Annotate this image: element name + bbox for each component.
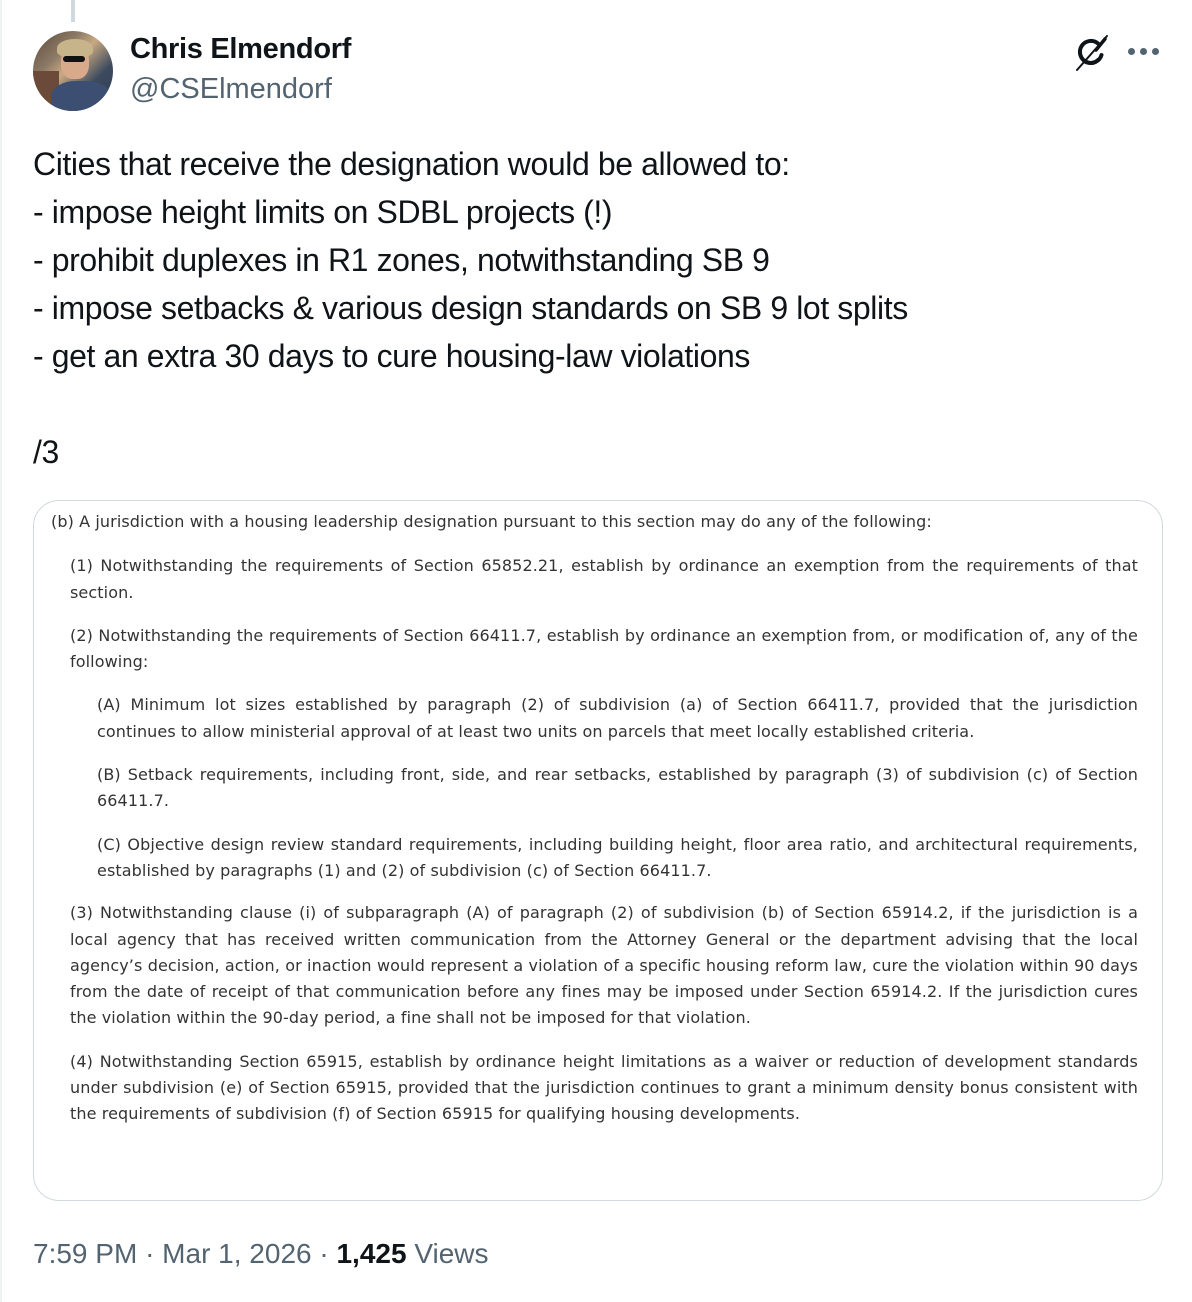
doc-intro: (b) A jurisdiction with a housing leadership designation pursuant to this section may do any of the following: <box>51 512 932 531</box>
tweet-line: - get an extra 30 days to cure housing-law violations <box>33 338 750 374</box>
thread-connector-line <box>71 0 75 22</box>
views-label: Views <box>414 1238 489 1269</box>
tweet-line: - prohibit duplexes in R1 zones, notwithstanding SB 9 <box>33 242 770 278</box>
doc-subparagraph-a: (A) Minimum lot sizes established by paragraph (2) of subdivision (a) of Section 66411.7, provided that the jurisdiction continues to allow ministerial approval of at least two units on parcels that meet locally established criteria. <box>97 695 1138 741</box>
attached-image-card[interactable] <box>33 500 1163 1201</box>
avatar-hair <box>57 39 93 57</box>
meta-separator: · <box>145 1238 155 1269</box>
tweet-body <box>33 140 1163 476</box>
more-dot <box>1128 48 1135 55</box>
tweet-line: Cities that receive the designation would be allowed to: <box>33 146 790 182</box>
doc-paragraph-1: (1) Notwithstanding the requirements of Section 65852.21, establish by ordinance an exemption from the requirements of that section. <box>70 556 1138 602</box>
more-horizontal-icon[interactable] <box>1128 44 1162 58</box>
tweet-date[interactable]: Mar 1, 2026 <box>162 1238 312 1269</box>
grok-icon[interactable] <box>1072 33 1112 73</box>
views-count: 1,425 <box>336 1238 407 1269</box>
doc-paragraph-3: (3) Notwithstanding clause (i) of subparagraph (A) of paragraph (2) of subdivision (b) of Section 65914.2, if the jurisdiction is a local agency that has received written communication from the Attorney General or the department advising that the local agency’s decision, action, or inaction would represent a violation of a specific housing reform law, cure the violation within 90 days from the date of receipt of that communication before any fines may be imposed under Section 65914.2. If the jurisdiction cures the violation within the 90-day period, a fine shall not be imposed for that violation. <box>70 903 1138 1028</box>
tweet-meta <box>33 1238 489 1270</box>
tweet-line: - impose setbacks & various design standards on SB 9 lot splits <box>33 290 908 326</box>
meta-separator: · <box>319 1238 329 1269</box>
tweet-line: - impose height limits on SDBL projects (!) <box>33 194 613 230</box>
doc-subparagraph-c: (C) Objective design review standard requirements, including building height, floor area ratio, and architectural requirements, established by paragraphs (1) and (2) of subdivision (c) of Section 66411.7. <box>97 834 1138 880</box>
tweet-time[interactable]: 7:59 PM <box>33 1238 138 1269</box>
legal-text-excerpt <box>51 509 1138 1128</box>
blank-line <box>33 380 1163 428</box>
avatar-shirt <box>51 81 111 111</box>
doc-paragraph-2: (2) Notwithstanding the requirements of Section 66411.7, establish by ordinance an exemption from, or modification of, any of the following: <box>70 625 1138 672</box>
author-display-name[interactable]: Chris Elmendorf <box>130 33 352 65</box>
doc-paragraph-4: (4) Notwithstanding Section 65915, establish by ordinance height limitations as a waiver or reduction of development standards under subdivision (e) of Section 65915, provided that the jurisdiction continues to grant a minimum density bonus consistent with the requirements of subdivision (f) of Section 65915 for qualifying housing developments. <box>70 1051 1138 1124</box>
doc-subparagraph-b: (B) Setback requirements, including front, side, and rear setbacks, established by paragraph (3) of subdivision (c) of Section 66411.7. <box>97 765 1138 811</box>
avatar-sunglasses <box>63 56 85 62</box>
author-handle[interactable]: @CSElmendorf <box>130 73 332 105</box>
avatar[interactable] <box>33 31 113 111</box>
column-border <box>0 0 2 1302</box>
thread-marker: /3 <box>33 434 59 470</box>
more-dot <box>1140 48 1147 55</box>
more-dot <box>1152 48 1159 55</box>
